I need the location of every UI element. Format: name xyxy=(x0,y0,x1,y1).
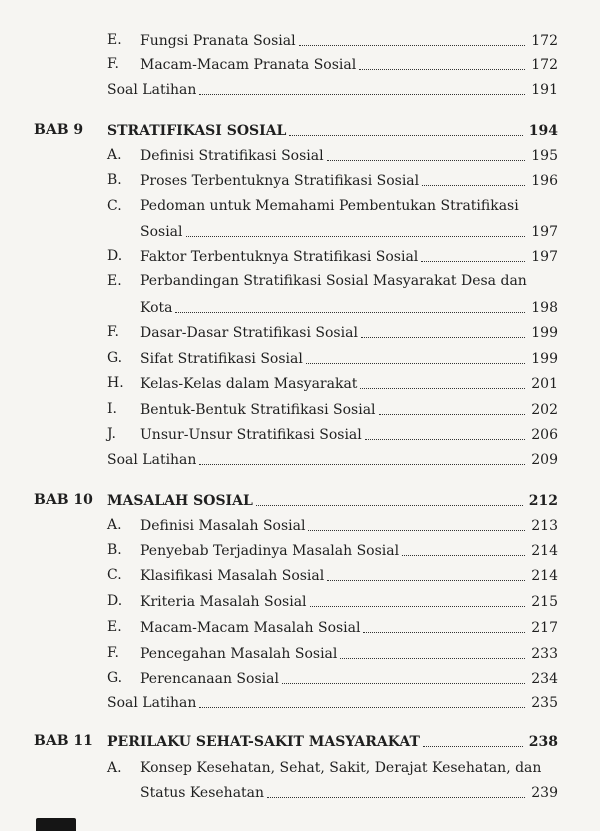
toc-item-title: Pencegahan Masalah Sosial xyxy=(140,646,338,662)
toc-item-title: Kelas-Kelas dalam Masyarakat xyxy=(140,376,358,392)
toc-item-letter: B. xyxy=(107,172,122,188)
toc-item xyxy=(140,350,558,368)
toc-page-number: 214 xyxy=(531,568,558,584)
toc-item xyxy=(140,401,558,419)
toc-item-letter: C. xyxy=(107,567,122,583)
toc-item-title: Dasar-Dasar Stratifikasi Sosial xyxy=(140,325,358,341)
toc-item-title: Bentuk-Bentuk Stratifikasi Sosial xyxy=(140,402,376,418)
toc-page-number: 197 xyxy=(531,249,558,265)
toc-page-number: 198 xyxy=(531,300,558,316)
toc-item-title: Pedoman untuk Memahami Pembentukan Stratifikasi xyxy=(140,198,519,214)
toc-item xyxy=(140,567,558,585)
toc-page-number: 235 xyxy=(531,695,558,711)
chapter-title: PERILAKU SEHAT-SAKIT MASYARAKAT xyxy=(107,734,420,750)
toc-item xyxy=(140,645,558,663)
toc-item xyxy=(140,542,558,560)
toc-item xyxy=(140,324,558,342)
chapter-heading xyxy=(107,492,558,510)
toc-page-number: 214 xyxy=(531,543,558,559)
toc-page-number: 209 xyxy=(531,452,558,468)
toc-page-number: 199 xyxy=(531,351,558,367)
toc-item xyxy=(140,147,558,165)
chapter-label: BAB 10 xyxy=(34,492,93,508)
toc-item-letter: H. xyxy=(107,375,124,391)
toc-page-number: 196 xyxy=(531,173,558,189)
toc-item xyxy=(140,517,558,535)
toc-item-title: Fungsi Pranata Sosial xyxy=(140,33,296,49)
toc-page-number: 213 xyxy=(531,518,558,534)
chapter-page-number: 238 xyxy=(528,734,558,750)
toc-item-letter: E. xyxy=(107,273,122,289)
toc-page-number: 206 xyxy=(531,427,558,443)
toc-page-number: 239 xyxy=(531,785,558,801)
toc-item xyxy=(140,670,558,688)
toc-item-letter: J. xyxy=(107,426,116,442)
chapter-title: MASALAH SOSIAL xyxy=(107,493,253,509)
toc-item-title: Soal Latihan xyxy=(107,82,197,98)
toc-item-title: Sifat Stratifikasi Sosial xyxy=(140,351,303,367)
toc-item xyxy=(140,32,558,50)
toc-page-number: 199 xyxy=(531,325,558,341)
chapter-page-number: 212 xyxy=(528,493,558,509)
toc-item-letter: A. xyxy=(107,760,122,776)
toc-item xyxy=(140,593,558,611)
toc-page-number: 195 xyxy=(531,148,558,164)
toc-item-title-cont: Sosial xyxy=(140,224,183,240)
toc-item-letter: E. xyxy=(107,619,122,635)
toc-item-title: Klasifikasi Masalah Sosial xyxy=(140,568,325,584)
toc-item xyxy=(140,56,558,74)
toc-page-number: 201 xyxy=(531,376,558,392)
chapter-label: BAB 11 xyxy=(34,733,93,749)
toc-page-number: 172 xyxy=(531,57,558,73)
toc-item-letter: B. xyxy=(107,542,122,558)
chapter-heading xyxy=(107,733,558,751)
chapter-title: STRATIFIKASI SOSIAL xyxy=(107,123,287,139)
toc-item-letter: G. xyxy=(107,670,123,686)
toc-item-title: Kriteria Masalah Sosial xyxy=(140,594,307,610)
toc-item-letter: E. xyxy=(107,32,122,48)
toc-item xyxy=(140,426,558,444)
toc-item-title: Soal Latihan xyxy=(107,452,197,468)
toc-item-title: Macam-Macam Pranata Sosial xyxy=(140,57,357,73)
toc-page-number: 172 xyxy=(531,33,558,49)
toc-item-title: Proses Terbentuknya Stratifikasi Sosial xyxy=(140,173,420,189)
chapter-label: BAB 9 xyxy=(34,122,84,138)
toc-item-title: Soal Latihan xyxy=(107,695,197,711)
toc-item xyxy=(140,248,558,266)
toc-item xyxy=(140,619,558,637)
toc-item-letter: A. xyxy=(107,147,122,163)
toc-item-continuation xyxy=(140,223,558,241)
toc-item-letter: I. xyxy=(107,401,117,417)
toc-item-letter: G. xyxy=(107,350,123,366)
toc-item xyxy=(140,375,558,393)
toc-latihan xyxy=(107,694,558,712)
toc-page-number: 215 xyxy=(531,594,558,610)
toc-item-title: Perbandingan Stratifikasi Sosial Masyarakat Desa dan xyxy=(140,273,527,289)
toc-item-title: Penyebab Terjadinya Masalah Sosial xyxy=(140,543,400,559)
toc-item-title: Definisi Masalah Sosial xyxy=(140,518,306,534)
toc-item-title: Perencanaan Sosial xyxy=(140,671,279,687)
toc-page-number: 191 xyxy=(531,82,558,98)
toc-item-title-cont: Status Kesehatan xyxy=(140,785,265,801)
toc-latihan xyxy=(107,81,558,99)
toc-item-letter: C. xyxy=(107,198,122,214)
toc-item-title: Faktor Terbentuknya Stratifikasi Sosial xyxy=(140,249,419,265)
toc-item-letter: F. xyxy=(107,645,119,661)
page-edge-mark xyxy=(36,818,76,831)
toc-page-number: 234 xyxy=(531,671,558,687)
toc-item-title: Definisi Stratifikasi Sosial xyxy=(140,148,324,164)
toc-page-number: 197 xyxy=(531,224,558,240)
toc-item-letter: D. xyxy=(107,248,123,264)
toc-item-continuation xyxy=(140,784,558,802)
chapter-heading xyxy=(107,122,558,140)
toc-item-title: Konsep Kesehatan, Sehat, Sakit, Derajat Kesehatan, dan xyxy=(140,760,542,776)
toc-latihan xyxy=(107,451,558,469)
toc-item-title-cont: Kota xyxy=(140,300,173,316)
toc-item-letter: D. xyxy=(107,593,123,609)
toc-page-number: 202 xyxy=(531,402,558,418)
toc-item xyxy=(140,172,558,190)
toc-item-title: Macam-Macam Masalah Sosial xyxy=(140,620,361,636)
toc-item-title: Unsur-Unsur Stratifikasi Sosial xyxy=(140,427,362,443)
toc-page-number: 217 xyxy=(531,620,558,636)
toc-item-continuation xyxy=(140,299,558,317)
toc-item-letter: F. xyxy=(107,56,119,72)
toc-page-number: 233 xyxy=(531,646,558,662)
toc-item-letter: F. xyxy=(107,324,119,340)
chapter-page-number: 194 xyxy=(528,123,558,139)
toc-item-letter: A. xyxy=(107,517,122,533)
